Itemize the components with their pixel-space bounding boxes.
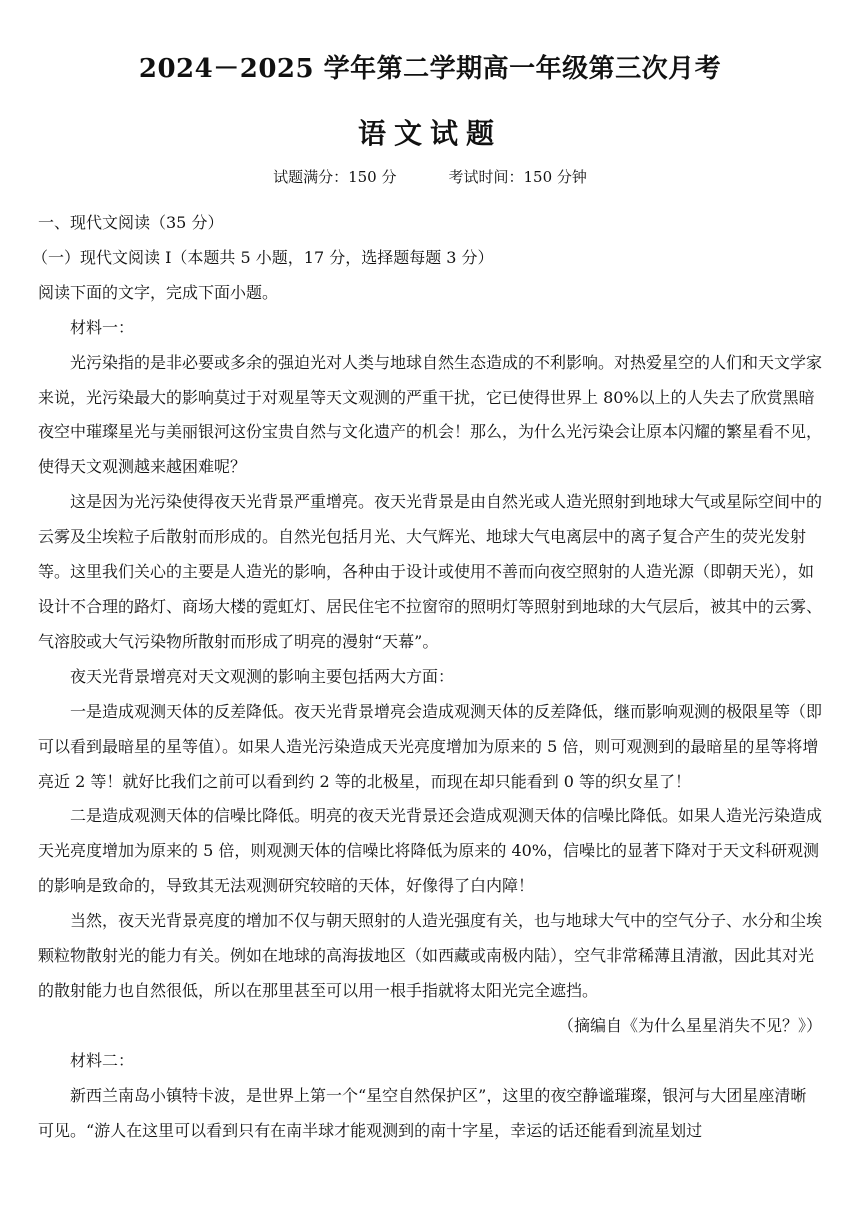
reading-content — [32, 206, 823, 1148]
exam-time: 考试时间：150 分钟 — [448, 168, 587, 186]
instruction: 阅读下面的文字，完成下面小题。 — [38, 282, 279, 302]
material1-citation: （摘编自《为什么星星消失不见？》） — [557, 1015, 822, 1035]
material1-paragraph: 一是造成观测天体的反差降低。夜天光背景增亮会造成观测天体的反差降低，继而影响观测的极限星等（即可以看到最暗星的星等值）。如果人造光污染造成天光亮度增加为原来的 5 倍，则可观测到的最暗星的星等将增亮近 2 等！就好比我们之前可以看到约 2 等的北极星，而现在却只能看到 0 等的织女星了！ — [38, 701, 823, 791]
section-subheading: （一）现代文阅读 I（本题共 5 小题，17 分，选择题每题 3 分） — [32, 247, 494, 267]
material1-paragraph: 当然，夜天光背景亮度的增加不仅与朝天照射的人造光强度有关，也与地球大气中的空气分子、水分和尘埃颗粒物散射光的能力有关。例如在地球的高海拔地区（如西藏或南极内陆），空气非常稀薄且清澈，因此其对光的散射能力也自然很低，所以在那里甚至可以用一根手指就将太阳光完全遮挡。 — [38, 911, 823, 1000]
material2-paragraph: 新西兰南岛小镇特卡波，是世界上第一个“星空自然保护区”，这里的夜空静谧璀璨，银河与大团星座清晰可见。“游人在这里可以看到只有在南半球才能观测到的南十字星，幸运的话还能看到流星划过 — [38, 1085, 807, 1140]
exam-info — [0, 166, 860, 187]
material1-paragraph: 光污染指的是非必要或多余的强迫光对人类与地球自然生态造成的不利影响。对热爱星空的人们和天文学家来说，光污染最大的影响莫过于对观星等天文观测的严重干扰，它已使得世界上 80%以上的人失去了欣赏黑暗夜空中璀璨星光与美丽银河这份宝贵自然与文化遗产的机会！那么，为什么光污染会让原本闪耀的繁星看不见，使得天文观测越来越困难呢？ — [38, 352, 823, 477]
material1-paragraph: 这是因为光污染使得夜天光背景严重增亮。夜天光背景是由自然光或人造光照射到地球大气或星际空间中的云雾及尘埃粒子后散射而形成的。自然光包括月光、大气辉光、地球大气电离层中的离子复合产生的荧光发射等。这里我们关心的主要是人造光的影响，各种由于设计或使用不善而向夜空照射的人造光源（即朝天光），如设计不合理的路灯、商场大楼的霓虹灯、居民住宅不拉窗帘的照明灯等照射到地球的大气层后，被其中的云雾、气溶胶或大气污染物所散射而形成了明亮的漫射“天幕”。 — [38, 492, 823, 651]
subject-title: 语文试题 — [357, 117, 502, 150]
section-heading: 一、现代文阅读（35 分） — [38, 213, 224, 232]
material2-label: 材料二： — [70, 1050, 135, 1070]
material1-paragraph: 二是造成观测天体的信噪比降低。明亮的夜天光背景还会造成观测天体的信噪比降低。如果人造光污染造成天光亮度增加为原来的 5 倍，则观测天体的信噪比将降低为原来的 40%，信噪比的显著下降对于天文科研观测的影响是致命的，导致其无法观测研究较暗的天体，好像得了白内障！ — [38, 806, 823, 896]
material1-paragraph: 夜天光背景增亮对天文观测的影响主要包括两大方面： — [70, 666, 455, 686]
material1-label: 材料一： — [70, 317, 135, 337]
exam-title: 2024－2025 学年第二学期高一年级第三次月考 — [138, 54, 722, 84]
full-score: 试题满分：150 分 — [273, 168, 397, 186]
